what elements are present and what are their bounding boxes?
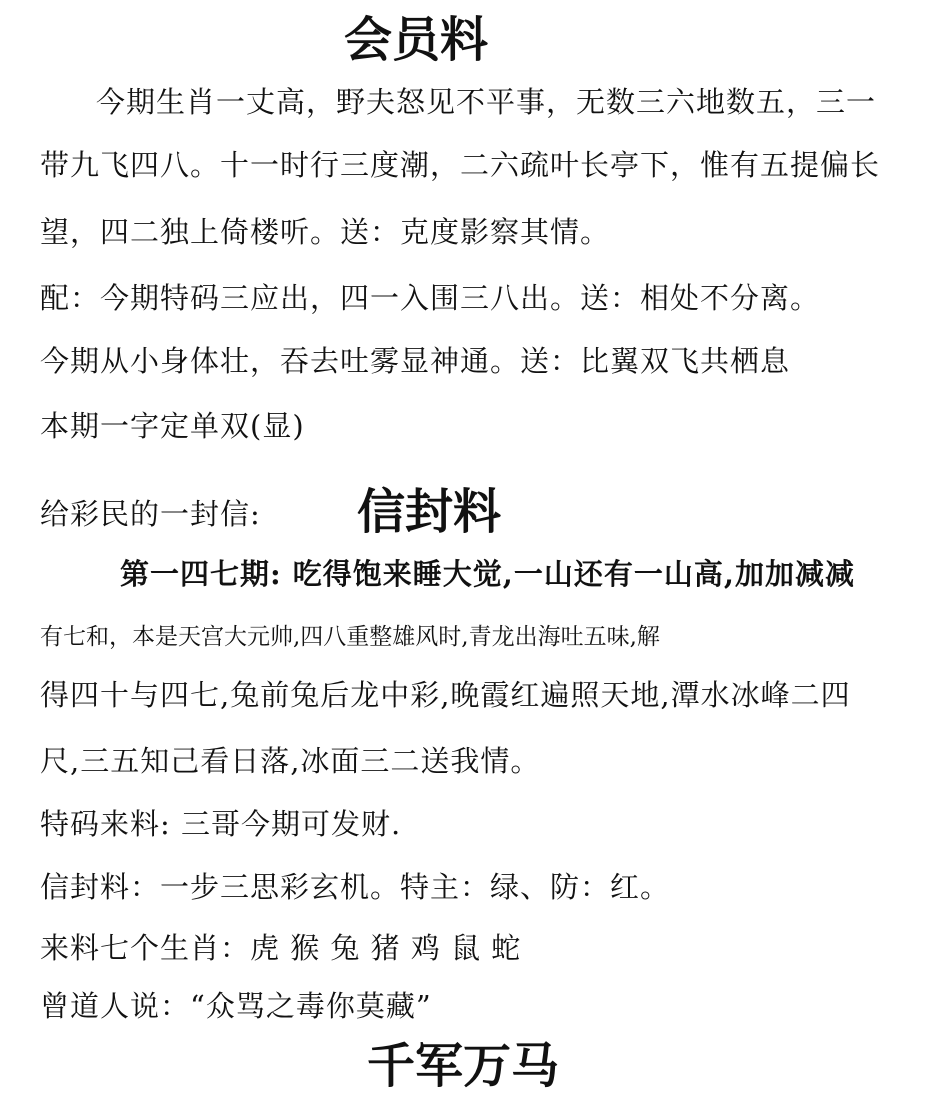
footer-title: 千军万马 <box>367 1038 560 1094</box>
member-line: 望，四二独上倚楼听。送：克度影察其情。 <box>40 215 611 249</box>
letter-intro: 给彩民的一封信: <box>40 497 261 531</box>
letter-title: 信封料 <box>357 484 502 540</box>
member-line: 带九飞四八。十一时行三度潮，二六疏叶长亭下，惟有五提偏长 <box>40 148 881 182</box>
member-title: 会员料 <box>344 12 489 68</box>
letter-line: 特码来料: 三哥今期可发财. <box>40 807 402 841</box>
letter-line: 有七和，本是天宫大元帅,四八重整雄风时,青龙出海吐五味,解 <box>40 624 660 650</box>
letter-line: 尺,三五知己看日落,冰面三二送我情。 <box>40 744 541 778</box>
letter-line: 得四十与四七,兔前兔后龙中彩,晚霞红遍照天地,潭水冰峰二四 <box>40 678 851 712</box>
letter-line: 来料七个生肖：虎 猴 兔 猪 鸡 鼠 蛇 <box>40 931 522 965</box>
letter-line: 第一四七期: 吃得饱来睡大觉,一山还有一山高,加加减减 <box>120 557 855 591</box>
member-line: 本期一字定单双(显) <box>40 409 305 443</box>
letter-line: 信封料：一步三思彩玄机。特主：绿、防：红。 <box>40 870 671 904</box>
letter-line: 曾道人说：“众骂之毒你莫藏” <box>40 989 432 1023</box>
member-line: 今期生肖一丈高，野夫怒见不平事，无数三六地数五，三一 <box>96 85 877 119</box>
member-line: 今期从小身体壮，吞去吐雾显神通。送：比翼双飞共栖息 <box>40 344 791 378</box>
member-line: 配：今期特码三应出，四一入围三八出。送：相处不分离。 <box>40 281 821 315</box>
